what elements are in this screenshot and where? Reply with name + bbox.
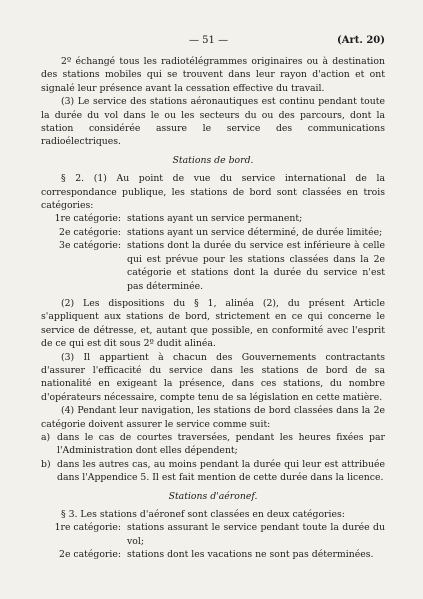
alpha-text: dans les autres cas, au moins pendant la durée qui leur est attribuée dans l'Appendice 5. Il est fait mention de cette durée dans la licence. [57,458,385,484]
paragraph-2: (3) Le service des stations aéronautiques est continu pendant toute la durée du vol dans le ou les secteurs du ou des parcours, dont la station considérée assure le service des communications radioélectriques. [41,96,385,148]
page-header [41,34,385,48]
category-name: 1re catégorie: [54,522,121,534]
category-item [41,548,385,561]
category-list-bord [41,212,385,292]
alpha-list [41,431,385,485]
paragraph-5: (3) Il appartient à chacun des Gouvernements contractants d'assurer l'efficacité du service dans les stations de bord de sa nationalité en exigeant la présence, dans ces stations, du nombre d'opérateurs nécessaire, compte tenu de sa législation en cette matière. [41,351,385,403]
alpha-text: dans le cas de courtes traversées, pendant les heures fixées par l'Administration dont elles dépendent; [57,431,385,457]
section-title-bord: Stations de bord. [172,154,254,166]
category-name: 2e catégorie: [59,226,121,238]
category-desc: stations ayant un service permanent; [127,213,303,225]
alpha-mark: a) [41,431,51,443]
category-item [41,239,385,293]
category-list-aeronef [41,521,385,561]
category-desc: stations ayant un service déterminé, de durée limitée; [127,226,383,238]
category-name: 2e catégorie: [59,549,121,561]
paragraph-7: § 3. Les stations d'aéronef sont classées en deux catégories: [61,509,345,520]
alpha-mark: b) [41,458,51,470]
alpha-item [41,458,385,485]
alpha-item [41,431,385,458]
category-item [41,212,385,225]
category-desc: stations dont les vacations ne sont pas déterminées. [127,549,374,561]
article-label: (Art. 20) [337,35,385,46]
category-desc: stations dont la durée du service est inférieure à celle qui est prévue pour les stations classées dans la 2e catégorie et stations dont la durée du service n'est pas déterminée. [127,240,385,292]
category-item [41,521,385,548]
paragraph-1: 2º échangé tous les radiotélégrammes originaires ou à destination des stations mobiles qui se trouvent dans leur rayon d'action et ont signalé leur présence avant la cessation effective du travail. [41,56,385,94]
category-desc: stations assurant le service pendant toute la durée du vol; [127,522,385,547]
category-name: 3e catégorie: [59,240,121,252]
category-name: 1re catégorie: [54,213,121,225]
paragraph-6: (4) Pendant leur navigation, les stations de bord classées dans la 2e catégorie doivent assurer le service comme suit: [41,405,385,430]
paragraph-4: (2) Les dispositions du § 1, alinéa (2), du présent Article s'appliquent aux stations de bord, strictement en ce qui concerne le service de détresse, et, autant que possible, en conformité avec l'esprit de ce qui est dit sous 2º dudit alinéa. [41,297,385,350]
page-number: — 51 — [189,35,229,46]
paragraph-3: § 2. (1) Au point de vue du service international de la correspondance publique, les stations de bord sont classées en trois catégories: [41,173,385,212]
section-title-aeronef: Stations d'aéronef. [168,490,258,502]
category-item [41,226,385,239]
